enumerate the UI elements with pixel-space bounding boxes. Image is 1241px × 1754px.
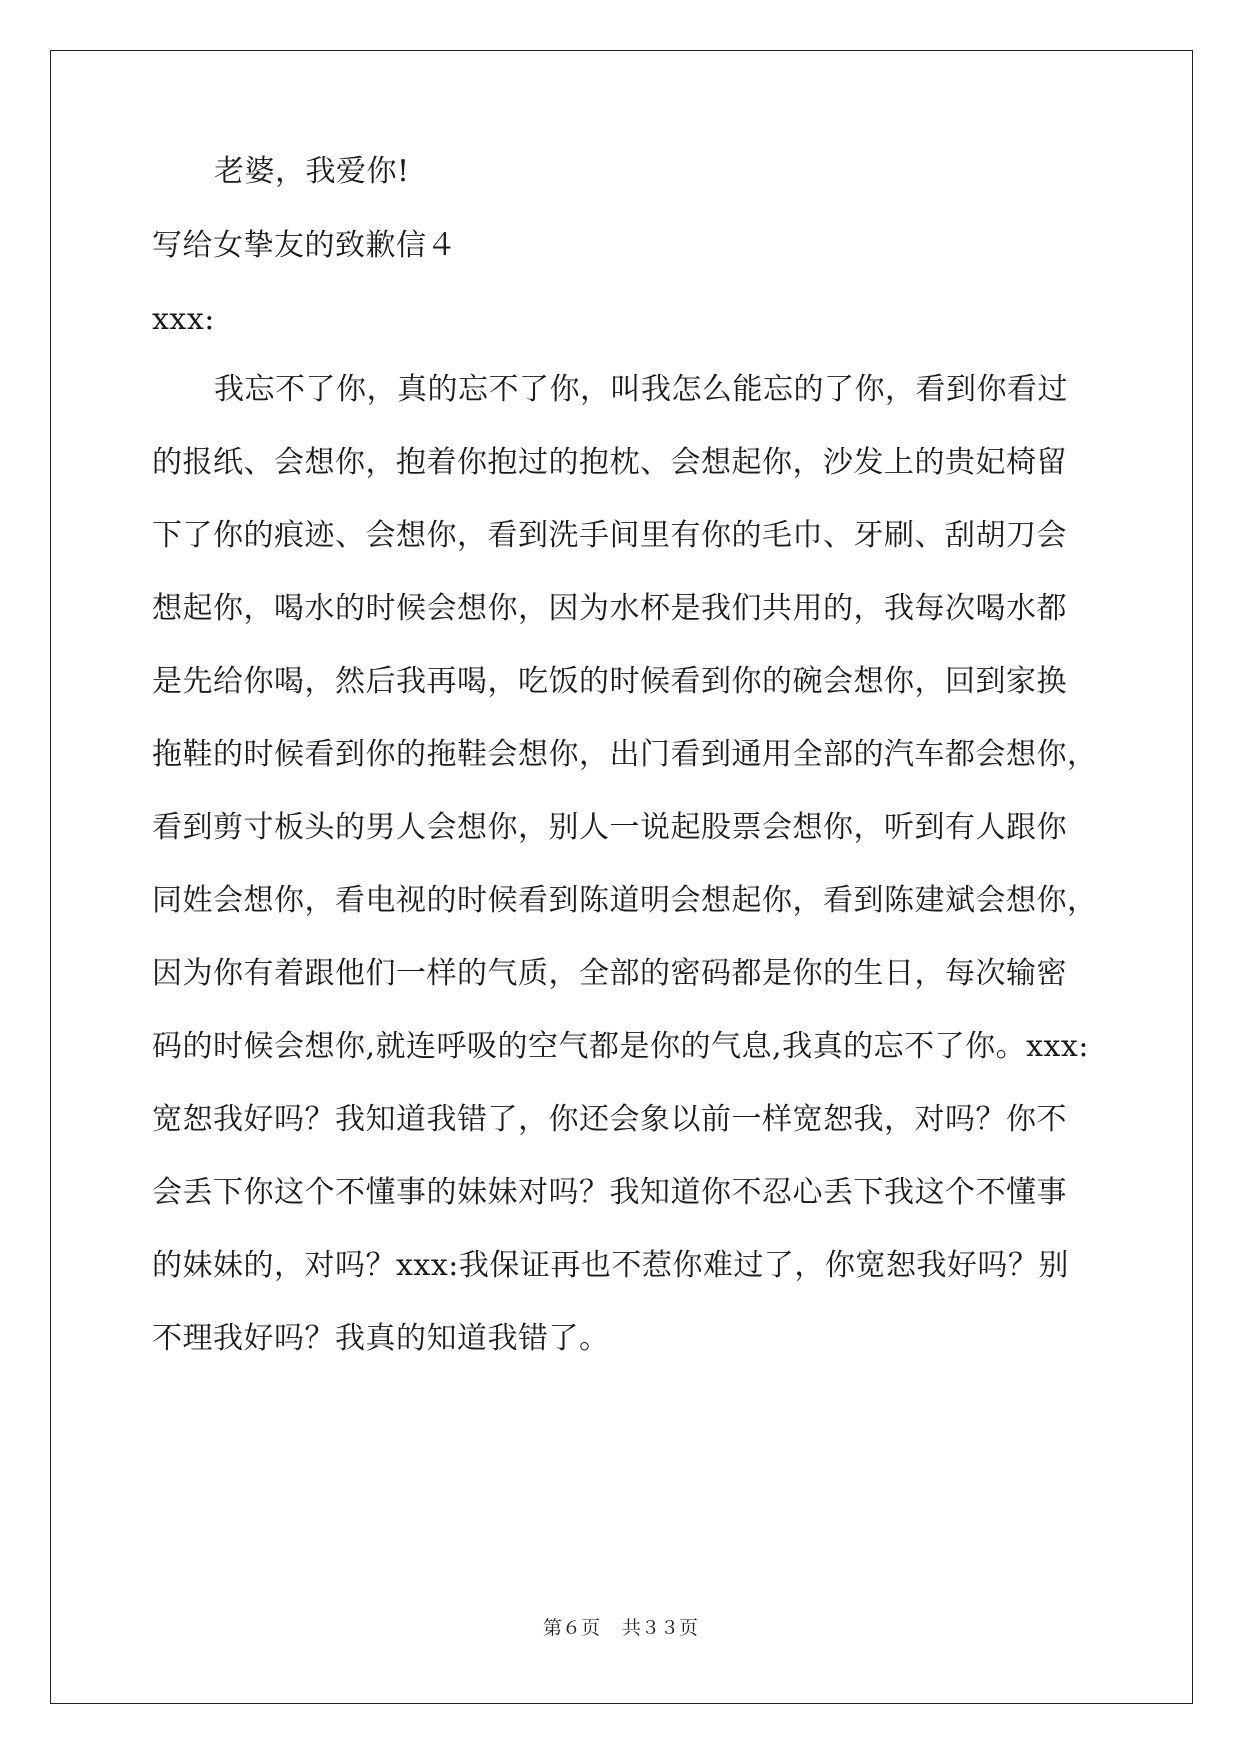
body-line: 码的时候会想你,就连呼吸的空气都是你的气息,我真的忘不了你。xxx: <box>152 1029 1089 1064</box>
body-line: 看到剪寸板头的男人会想你，别人一说起股票会想你，听到有人跟你 <box>152 810 1067 845</box>
page-footer <box>0 1616 1241 1640</box>
body-line: 下了你的痕迹、会想你，看到洗手间里有你的毛巾、牙刷、刮胡刀会 <box>152 518 1067 553</box>
body-line: 宽恕我好吗？我知道我错了，你还会象以前一样宽恕我，对吗？你不 <box>152 1102 1067 1137</box>
body-line: 不理我好吗？我真的知道我错了。 <box>152 1321 610 1356</box>
closing-line: 老婆，我爱你! <box>214 154 410 189</box>
page-total: 共３３页 <box>622 1617 699 1639</box>
body-line: 因为你有着跟他们一样的气质，全部的密码都是你的生日，每次输密 <box>152 956 1067 991</box>
body-line: 我忘不了你，真的忘不了你，叫我怎么能忘的了你，看到你看过 <box>214 372 1068 407</box>
letter-title: 写给女挚友的致歉信４ <box>152 228 457 263</box>
body-line: 的报纸、会想你，抱着你抱过的抱枕、会想起你，沙发上的贵妃椅留 <box>152 445 1067 480</box>
body-line: 会丢下你这个不懂事的妹妹对吗？我知道你不忍心丢下我这个不懂事 <box>152 1175 1067 1210</box>
salutation: xxx: <box>152 302 215 337</box>
body-line: 是先给你喝，然后我再喝，吃饭的时候看到你的碗会想你，回到家换 <box>152 664 1067 699</box>
body-line: 想起你，喝水的时候会想你，因为水杯是我们共用的，我每次喝水都 <box>152 591 1067 626</box>
page-border <box>50 50 1193 1704</box>
body-line: 同姓会想你，看电视的时候看到陈道明会想起你，看到陈建斌会想你， <box>152 883 1098 918</box>
body-line: 的妹妹的，对吗？xxx:我保证再也不惹你难过了，你宽恕我好吗？别 <box>152 1248 1069 1283</box>
body-line: 拖鞋的时候看到你的拖鞋会想你，出门看到通用全部的汽车都会想你， <box>152 737 1098 772</box>
page-number: 第６页 <box>542 1617 600 1639</box>
